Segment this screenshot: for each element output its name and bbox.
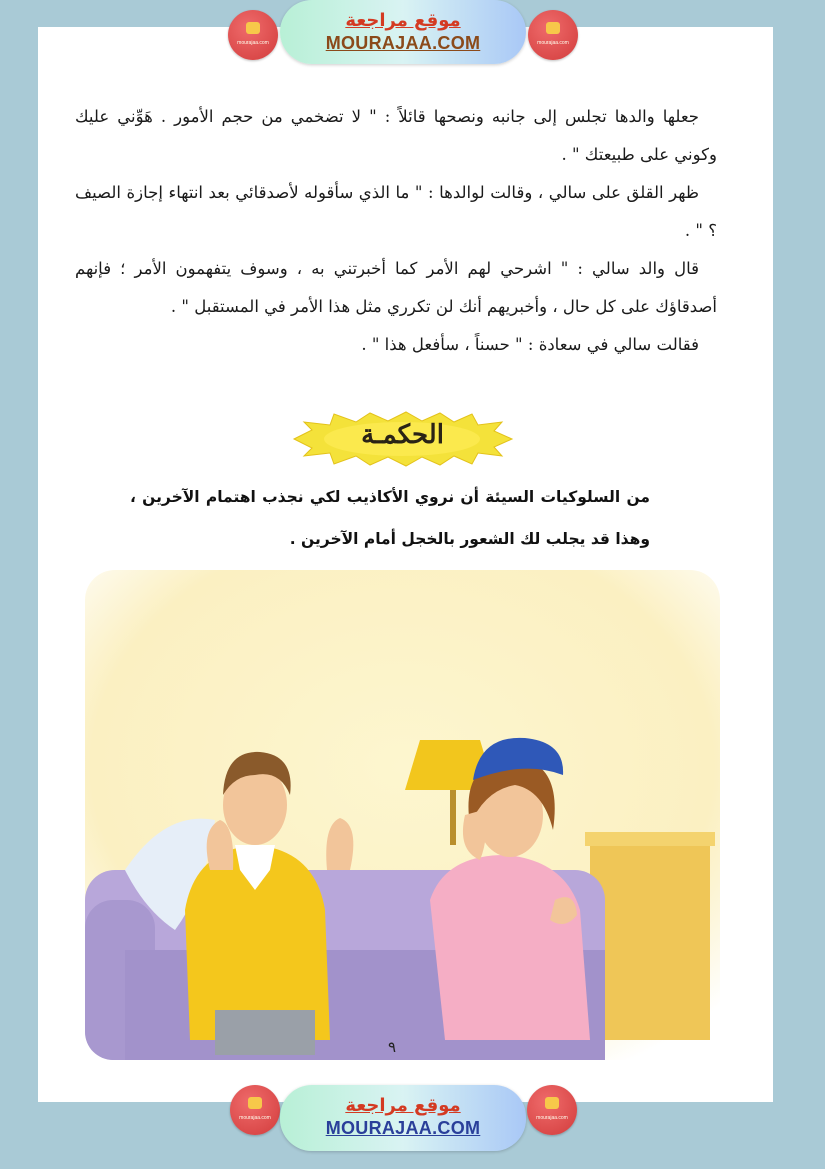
site-banner-top[interactable] — [280, 0, 526, 64]
site-logo-icon[interactable]: mourajaa.com — [230, 1085, 280, 1135]
site-logo-icon[interactable]: mourajaa.com — [527, 1085, 577, 1135]
story-illustration — [85, 570, 720, 1060]
story-paragraph: فقالت سالي في سعادة : " حسناً ، سأفعل هذا " . — [361, 335, 699, 354]
side-table — [590, 840, 710, 1040]
page-number: ٩ — [388, 1038, 397, 1056]
wisdom-text: من السلوكيات السيئة أن نروي الأكاذيب لكي نجذب اهتمام الآخرين ، وهذا قد يجلب لك الشعور بالخجل أمام الآخرين . — [130, 488, 650, 548]
site-banner-bottom[interactable] — [280, 1085, 526, 1151]
site-name-arabic[interactable]: موقع مراجعة — [345, 1095, 461, 1116]
story-paragraph: جعلها والدها تجلس إلى جانبه ونصحها قائلاً : " لا تضخمي من حجم الأمور . هَوِّني عليك وكوني على طبيعتك " . — [75, 107, 717, 164]
story-text — [75, 98, 717, 364]
story-paragraph: ظهر القلق على سالي ، وقالت لوالدها : " ما الذي سأقوله لأصدقائي بعد انتهاء إجازة الصيف ؟ " . — [75, 183, 717, 240]
site-name-arabic[interactable]: موقع مراجعة — [345, 10, 461, 31]
wisdom-heading — [290, 410, 515, 468]
site-logo-icon[interactable]: mourajaa.com — [528, 10, 578, 60]
site-domain-link[interactable]: MOURAJAA.COM — [325, 33, 481, 53]
site-domain-link[interactable]: MOURAJAA.COM — [325, 1118, 481, 1138]
story-paragraph: قال والد سالي : " اشرحي لهم الأمر كما أخبرتني به ، وسوف يتفهمون الأمر ؛ فإنهم أصدقاؤك على كل حال ، وأخبريهم أنك لن تكرري مثل هذا الأمر في المستقبل " . — [75, 259, 717, 316]
site-logo-icon[interactable]: mourajaa.com — [228, 10, 278, 60]
wisdom-title: الحكمـة — [361, 420, 444, 450]
